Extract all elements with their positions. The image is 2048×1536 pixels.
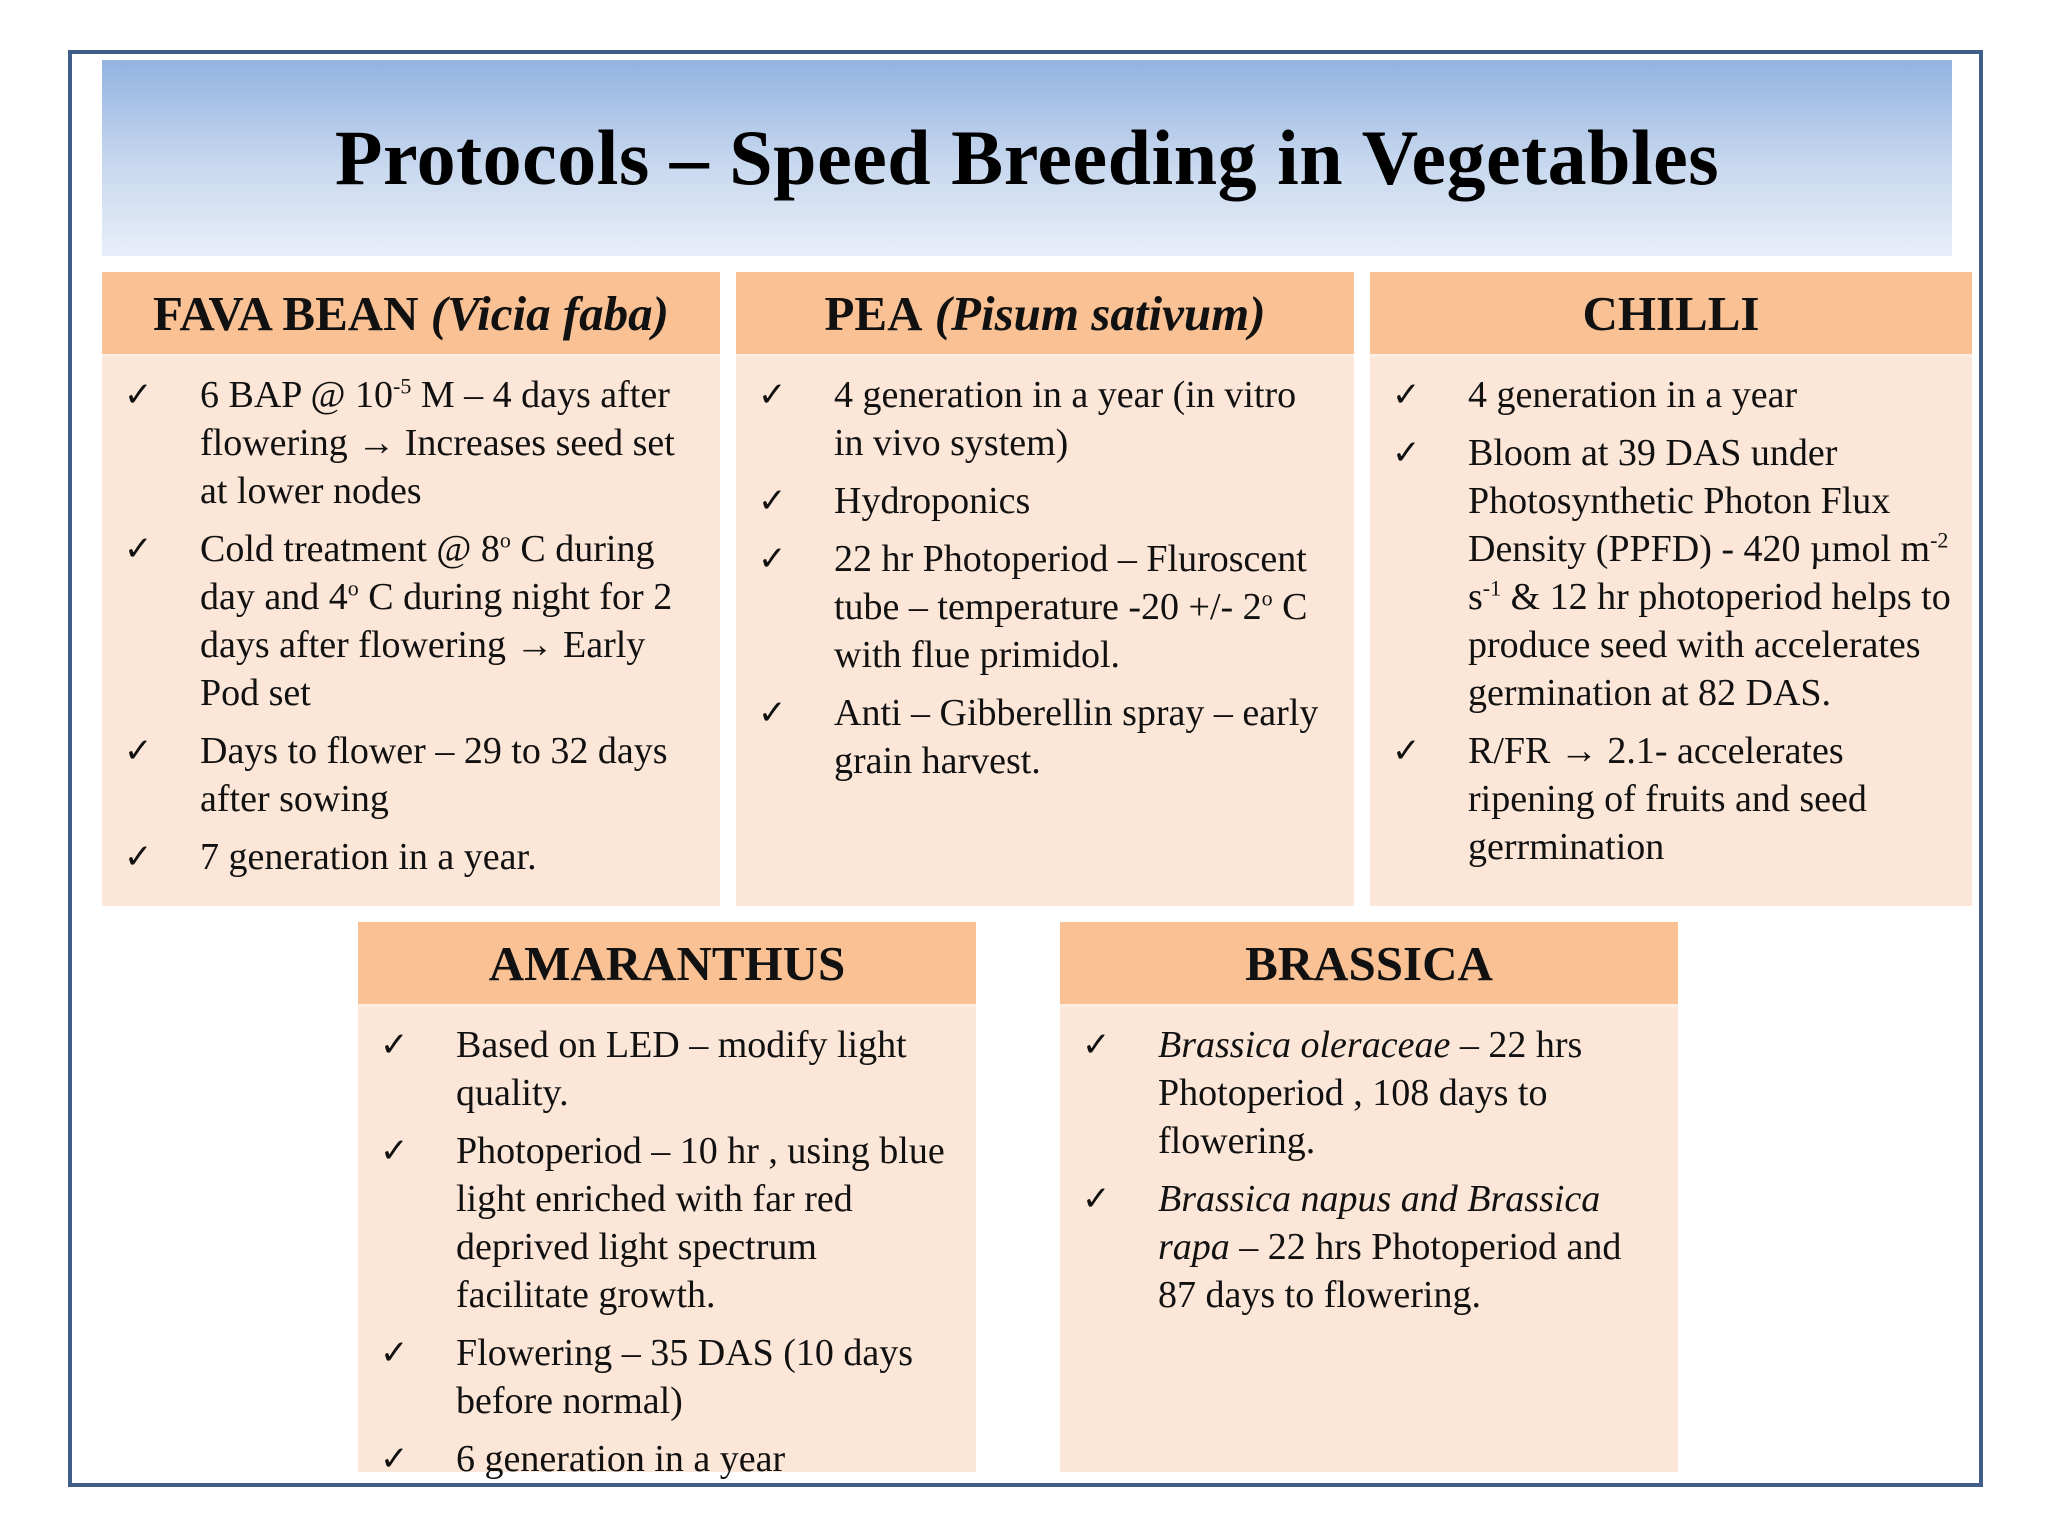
list-item: ✓ Anti – Gibberellin spray – early grain harvest. bbox=[736, 689, 1334, 785]
list-item: ✓ 4 generation in a year bbox=[1370, 371, 1952, 419]
list-item: ✓ 4 generation in a year (in vitro in vivo system) bbox=[736, 371, 1334, 467]
list-item: ✓ 22 hr Photoperiod – Fluroscent tube – temperature -20 +/- 2$^o$ C with flue primidol. bbox=[736, 535, 1334, 679]
list-item: ✓ 7 generation in a year. bbox=[102, 833, 700, 881]
check-icon: ✓ bbox=[1392, 731, 1421, 771]
list-item: ✓ 6 BAP @ $10^{-5}$ M – 4 days after flowering → Increases seed set at lower nodes bbox=[102, 371, 700, 515]
crop-name: PEA bbox=[824, 285, 923, 341]
list-item: ✓ Flowering – 35 DAS (10 days before normal) bbox=[358, 1329, 956, 1425]
crop-name: AMARANTHUS bbox=[488, 935, 846, 991]
card-amaranthus bbox=[358, 922, 976, 1480]
check-icon: ✓ bbox=[1392, 375, 1421, 415]
check-icon: ✓ bbox=[758, 481, 787, 521]
scientific-name: (Pisum sativum) bbox=[934, 285, 1266, 341]
card-fava-bean bbox=[102, 272, 720, 906]
arrow-icon: → bbox=[357, 422, 396, 464]
amaranthus-list bbox=[358, 1007, 976, 1483]
check-icon: ✓ bbox=[124, 529, 153, 569]
list-item: ✓ Based on LED – modify light quality. bbox=[358, 1021, 956, 1117]
arrow-icon: → bbox=[515, 624, 554, 666]
check-icon: ✓ bbox=[758, 375, 787, 415]
card-header-brassica bbox=[1060, 922, 1678, 1007]
card-brassica bbox=[1060, 922, 1678, 1472]
check-icon: ✓ bbox=[380, 1439, 409, 1479]
title-banner bbox=[102, 60, 1952, 256]
scientific-name: (Vicia faba) bbox=[430, 285, 669, 341]
crop-name: CHILLI bbox=[1582, 285, 1760, 341]
card-header-chilli bbox=[1370, 272, 1972, 357]
chilli-list bbox=[1370, 357, 1972, 871]
crop-name: BRASSICA bbox=[1245, 935, 1493, 991]
list-item: ✓ Brassica napus and Brassica rapa – 22 hrs Photoperiod and 87 days to flowering. bbox=[1060, 1175, 1658, 1319]
card-pea bbox=[736, 272, 1354, 906]
list-item: ✓ R/FR → 2.1- accelerates ripening of fruits and seed gerrmination bbox=[1370, 727, 1952, 871]
list-item: ✓ 6 generation in a year bbox=[358, 1435, 956, 1483]
card-header-fava-bean bbox=[102, 272, 720, 357]
check-icon: ✓ bbox=[124, 837, 153, 877]
brassica-list bbox=[1060, 1007, 1678, 1319]
list-item: ✓ Days to flower – 29 to 32 days after sowing bbox=[102, 727, 700, 823]
list-item: ✓ Cold treatment @ 8$^o$ C during day and 4$^o$ C during night for 2 days after flowering → Early Pod set bbox=[102, 525, 700, 717]
check-icon: ✓ bbox=[380, 1025, 409, 1065]
list-item: ✓ Brassica oleraceae – 22 hrs Photoperiod , 108 days to flowering. bbox=[1060, 1021, 1658, 1165]
check-icon: ✓ bbox=[1082, 1025, 1111, 1065]
pea-list bbox=[736, 357, 1354, 785]
crop-name: FAVA BEAN bbox=[153, 285, 419, 341]
check-icon: ✓ bbox=[758, 539, 787, 579]
check-icon: ✓ bbox=[1082, 1179, 1111, 1219]
check-icon: ✓ bbox=[758, 693, 787, 733]
list-item: ✓ Hydroponics bbox=[736, 477, 1334, 525]
check-icon: ✓ bbox=[124, 375, 153, 415]
arrow-icon: → bbox=[1559, 730, 1598, 772]
check-icon: ✓ bbox=[380, 1333, 409, 1373]
list-item: ✓ Bloom at 39 DAS under Photosynthetic Photon Flux Density (PPFD) - 420 µmol $m^{-2}$ $s^{-1}$ & 12 hr photoperiod helps to produce seed with accelerates germination at 82 DAS. bbox=[1370, 429, 1952, 717]
fava-bean-list bbox=[102, 357, 720, 881]
card-chilli bbox=[1370, 272, 1972, 906]
slide-title: Protocols – Speed Breeding in Vegetables bbox=[334, 114, 1720, 201]
card-header-amaranthus bbox=[358, 922, 976, 1007]
list-item: ✓ Photoperiod – 10 hr , using blue light enriched with far red deprived light spectrum facilitate growth. bbox=[358, 1127, 956, 1319]
check-icon: ✓ bbox=[380, 1131, 409, 1171]
check-icon: ✓ bbox=[1392, 433, 1421, 473]
card-header-pea bbox=[736, 272, 1354, 357]
check-icon: ✓ bbox=[124, 731, 153, 771]
